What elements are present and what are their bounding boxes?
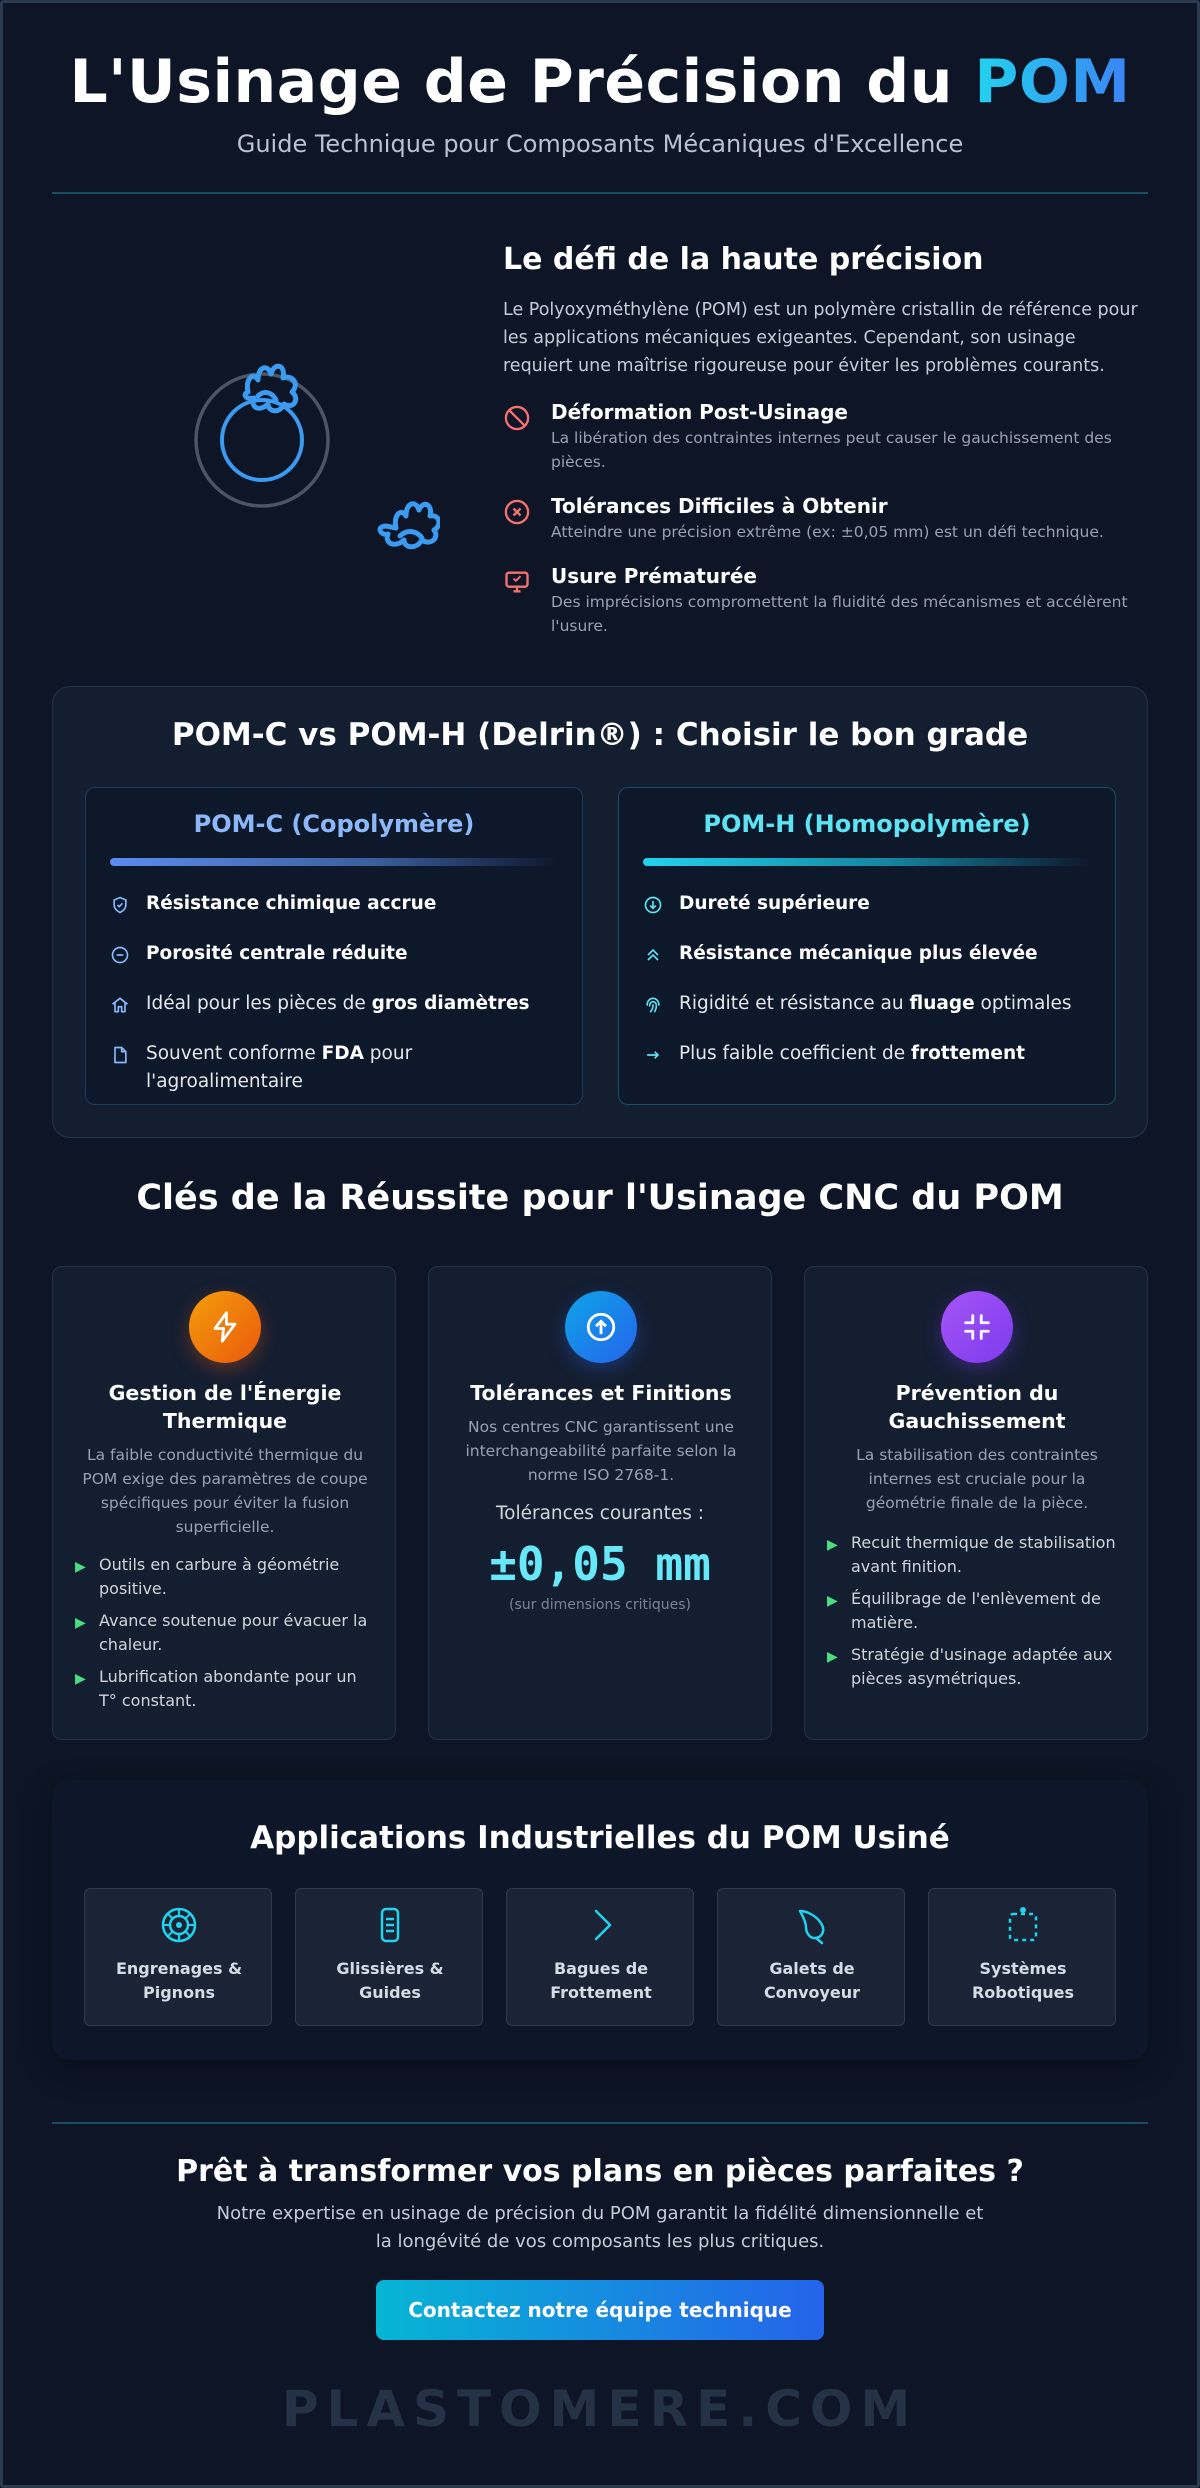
pom-c-feature: Idéal pour les pièces de gros diamètres (110, 990, 560, 1024)
page-subtitle: Guide Technique pour Composants Mécaniques d'Excellence (236, 130, 964, 158)
key-card-desc: La stabilisation des contraintes internes est cruciale pour la géométrie finale de la pièce. (856, 1446, 1098, 1512)
pom-c-feature: Porosité centrale réduite (110, 940, 560, 974)
arrow-right-icon (643, 1045, 663, 1065)
page-title-main: L'Usinage de Précision du (69, 47, 975, 117)
triangle-bullet-icon: ▶ (827, 1537, 838, 1553)
application-label: Engrenages & Pignons (115, 1959, 243, 2002)
application-card-slides (295, 1888, 483, 2026)
problem-item (503, 564, 1148, 638)
lightning-icon (208, 1310, 242, 1344)
minimize-icon (960, 1310, 994, 1344)
problem-title: Tolérances Difficiles à Obtenir (551, 494, 888, 518)
cta-title: Prêt à transformer vos plans en pièces parfaites ? (176, 2154, 1024, 2189)
grade-comparison (52, 686, 1148, 1138)
pom-c-feature: Souvent conforme FDA pour l'agroalimentaire (110, 1040, 560, 1096)
slide-rail-icon (370, 1905, 410, 1945)
problem-item (503, 400, 1148, 474)
key-card-item: ▶ Avance soutenue pour évacuer la chaleur. (75, 1609, 375, 1657)
pom-h-title: POM-H (Homopolymère) (703, 810, 1031, 838)
key-card-thermal (52, 1266, 396, 1740)
key-card-title: Tolérances et Finitions (470, 1381, 732, 1405)
key-card-title: Gestion de l'Énergie Thermique (108, 1381, 342, 1433)
minus-circle-icon (110, 945, 130, 965)
key-card-warping (804, 1266, 1148, 1740)
tolerance-label: Tolérances courantes : (495, 1503, 704, 1524)
challenge-intro: Le Polyoxyméthylène (POM) est un polymère cristallin de référence pour les applications mécaniques exigeantes. Cependant, son usinage requiert une maîtrise rigoureuse pour éviter les problèmes courants. (503, 300, 1138, 376)
keys-title: Clés de la Réussite pour l'Usinage CNC du POM (136, 1178, 1064, 1218)
triangle-bullet-icon: ▶ (75, 1559, 86, 1575)
key-card-item: ▶ Recuit thermique de stabilisation avant finition. (827, 1531, 1127, 1579)
tolerance-note: (sur dimensions critiques) (509, 1597, 691, 1613)
pom-h-feature: Dureté supérieure (643, 890, 1093, 924)
problem-desc: Atteindre une précision extrême (ex: ±0,05 mm) est un défi technique. (551, 523, 1104, 541)
pom-h-feature: Résistance mécanique plus élevée (643, 940, 1093, 974)
shield-check-icon (110, 895, 130, 915)
pom-h-feature: Rigidité et résistance au fluage optimales (643, 990, 1093, 1024)
page-header (0, 42, 1200, 158)
key-card-item: ▶ Outils en carbure à géométrie positive. (75, 1553, 375, 1601)
monitor-icon (503, 568, 531, 596)
challenge-title: Le défi de la haute précision (503, 242, 984, 277)
triangle-bullet-icon: ▶ (75, 1671, 86, 1687)
cta-description: Notre expertise en usinage de précision du POM garantit la fidélité dimensionnelle et la longévité de vos composants les plus critiques. (216, 2203, 984, 2252)
application-label: Bagues de Frottement (550, 1959, 652, 2002)
triangle-bullet-icon: ▶ (827, 1649, 838, 1665)
comparison-title: POM-C vs POM-H (Delrin®) : Choisir le bon grade (171, 717, 1029, 753)
problem-desc: La libération des contraintes internes peut causer le gauchissement des pièces. (551, 429, 1112, 471)
brand-watermark: PLASTOMERE.COM (281, 2380, 919, 2438)
key-card-item: ▶ Équilibrage de l'enlèvement de matière. (827, 1587, 1127, 1635)
pom-c-accent-bar (110, 858, 556, 866)
applications-title: Applications Industrielles du POM Usiné (250, 1820, 950, 1856)
chevron-right-icon (581, 1905, 621, 1945)
gear-icon (159, 1905, 199, 1945)
problem-title: Usure Prématurée (551, 564, 757, 588)
triangle-bullet-icon: ▶ (75, 1615, 86, 1631)
key-card-tolerances (428, 1266, 772, 1740)
arrow-up-circle-icon (584, 1310, 618, 1344)
application-card-bushings (506, 1888, 694, 2026)
pom-c-card (85, 787, 583, 1105)
arrow-down-circle-icon (643, 895, 663, 915)
key-card-item: ▶ Stratégie d'usinage adaptée aux pièces asymétriques. (827, 1643, 1127, 1691)
applications-section (52, 1780, 1148, 2060)
application-label: Glissières & Guides (336, 1959, 444, 2002)
key-card-item: ▶ Lubrification abondante pour un T° constant. (75, 1665, 375, 1713)
pom-h-feature: Plus faible coefficient de frottement (643, 1040, 1093, 1074)
application-card-gears (84, 1888, 272, 2026)
pom-h-card (618, 787, 1116, 1105)
key-card-title: Prévention du Gauchissement (888, 1381, 1066, 1433)
cta-divider (52, 2122, 1148, 2124)
pom-h-accent-bar (643, 858, 1089, 866)
chevrons-up-icon (643, 945, 663, 965)
header-divider (52, 192, 1148, 194)
application-label: Galets de Convoyeur (763, 1959, 861, 2002)
pom-c-title: POM-C (Copolymère) (193, 810, 475, 838)
problem-item (503, 494, 1148, 544)
problem-title: Déformation Post-Usinage (551, 400, 848, 424)
roller-icon (792, 1905, 832, 1945)
page-title-accent: POM (974, 47, 1131, 117)
application-card-robotics (928, 1888, 1116, 2026)
home-icon (110, 995, 130, 1015)
ban-icon (503, 404, 531, 432)
x-circle-icon (503, 498, 531, 526)
application-label: Systèmes Robotiques (971, 1959, 1075, 2002)
key-card-desc: Nos centres CNC garantissent une interchangeabilité parfaite selon la norme ISO 2768-1. (465, 1418, 737, 1484)
challenge-section (503, 240, 1148, 638)
page-title (0, 42, 1200, 122)
application-card-rollers (717, 1888, 905, 2026)
key-card-desc: La faible conductivité thermique du POM exige des paramètres de coupe spécifiques pour éviter la fusion superficielle. (82, 1446, 368, 1536)
gear-parts-illustration (150, 300, 440, 580)
contact-button[interactable]: Contactez notre équipe technique (376, 2280, 824, 2340)
tolerance-value: ±0,05 mm (489, 1537, 711, 1591)
robot-icon (1003, 1905, 1043, 1945)
fingerprint-icon (643, 995, 663, 1015)
pom-c-feature: Résistance chimique accrue (110, 890, 560, 924)
document-icon (110, 1045, 130, 1065)
triangle-bullet-icon: ▶ (827, 1593, 838, 1609)
problem-desc: Des imprécisions compromettent la fluidité des mécanismes et accélèrent l'usure. (551, 593, 1128, 635)
